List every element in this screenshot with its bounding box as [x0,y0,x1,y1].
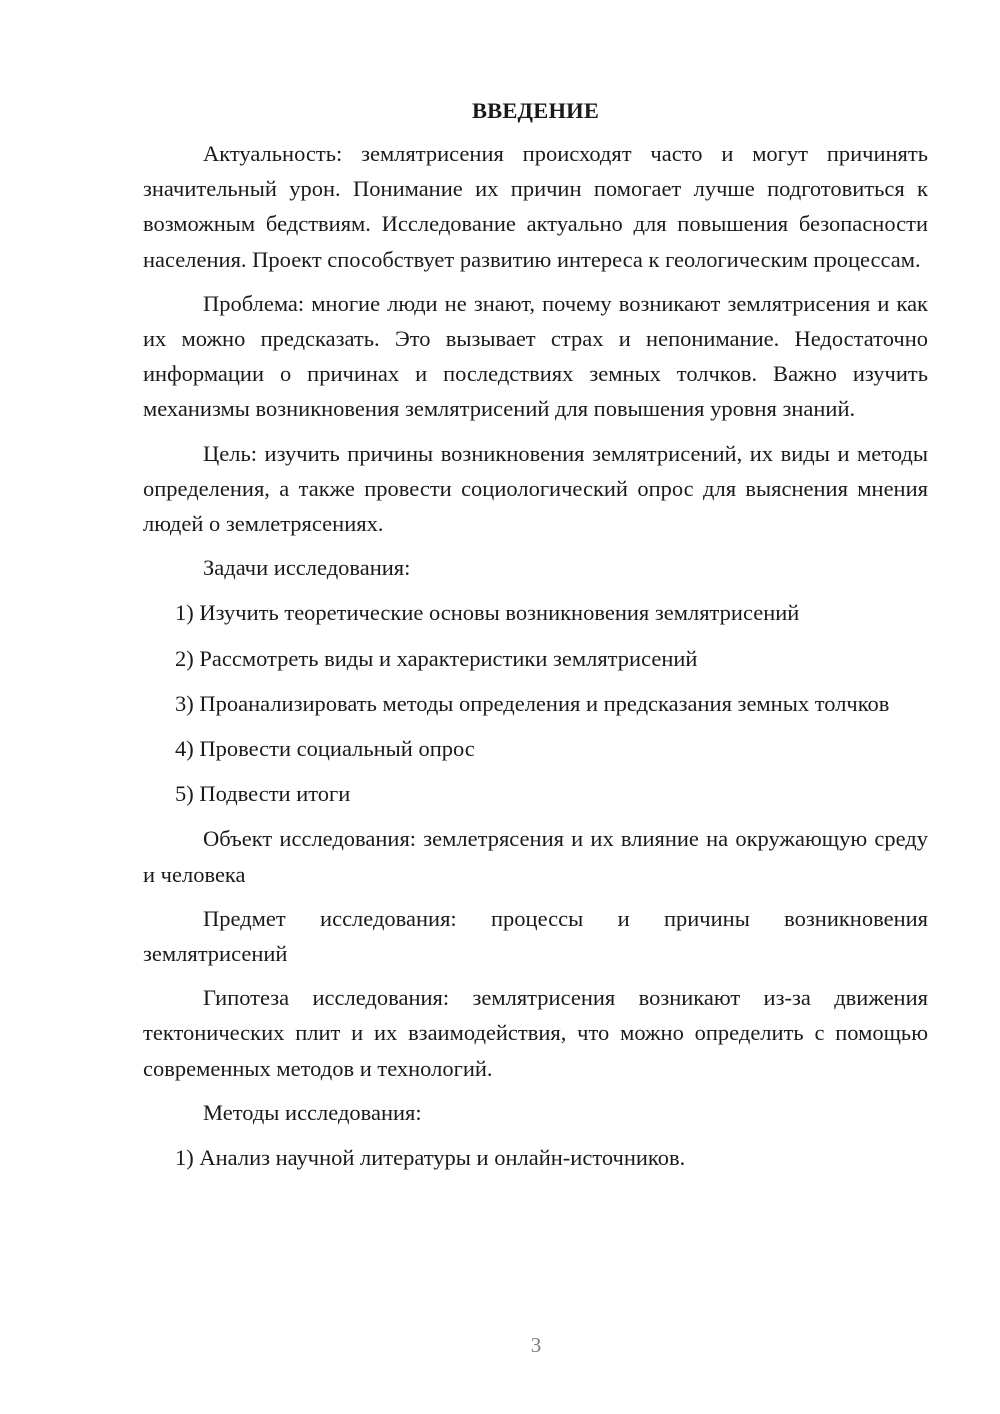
methods-heading: Методы исследования: [203,1099,422,1125]
section-title: ВВЕДЕНИЕ [471,98,600,123]
document-page [143,96,928,1185]
problem-paragraph: Проблема: многие люди не знают, почему возникают землятрисения и как их можно предсказать. Это вызывает страх и непонимание. Недостаточно информации о причинах и последствиях земных толчков. Важно изучить механизмы возникновения землятрисений для повышения уровня знаний. [143,290,928,422]
relevance-paragraph: Актуальность: землятрисения происходят часто и могут причинять значительный урон. Понимание их причин помогает лучше подготовиться к возможным бедствиям. Исследование актуально для повышения безопасности населения. Проект способствует развитию интереса к геологическим процессам. [143,141,928,272]
task-item: 3) Проанализировать методы определения и предсказания земных толчков [175,690,890,716]
hypothesis-paragraph: Гипотеза исследования: землятрисения возникают из-за движения тектонических плит и их взаимодействия, что можно определить с помощью современных методов и технологий. [143,985,928,1081]
goal-paragraph: Цель: изучить причины возникновения землятрисений, их виды и методы определения, а также провести социологический опрос для выяснения мнения людей о землетрясениях. [143,440,928,537]
tasks-heading: Задачи исследования: [203,555,411,581]
task-item: 1) Изучить теоретические основы возникновения землятрисений [175,600,800,626]
page-number: 3 [530,1333,542,1357]
object-paragraph: Объект исследования: землетрясения и их влияние на окружающую среду и человека [143,826,928,887]
method-item: 1) Анализ научной литературы и онлайн-источников. [175,1145,686,1171]
task-item: 2) Рассмотреть виды и характеристики землятрисений [175,645,698,671]
methods-list [143,1140,928,1175]
task-item: 4) Провести социальный опрос [175,736,475,762]
task-item: 5) Подвести итоги [175,781,351,807]
tasks-list [143,595,928,811]
subject-paragraph: Предмет исследования: процессы и причины возникновения землятрисений [143,905,928,967]
